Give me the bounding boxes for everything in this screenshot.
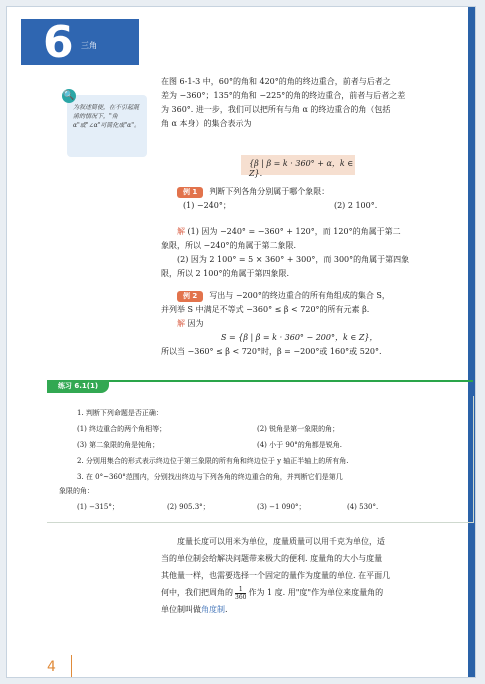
exercise-q1-item: (2) 锐角是第一象限的角； (257, 425, 340, 433)
example-1 (177, 185, 467, 213)
solution-label: 解 (177, 227, 185, 236)
page-edge-bar (468, 7, 475, 677)
exercise-q3-item: (4) 530°. (347, 503, 379, 511)
one-over-360-fraction (235, 586, 246, 601)
solution-line: 象限，所以 −240°的角属于第二象限. (161, 241, 297, 250)
exercise-q3-item: (3) −1 090°； (257, 503, 306, 511)
page-number-rule (71, 655, 72, 678)
chapter-number: 6 (43, 17, 74, 68)
chapter-title: 三角 (81, 41, 97, 50)
example-1-prompt: 判断下列各角分别属于哪个象限： (209, 187, 330, 196)
intro-paragraph (161, 75, 461, 131)
closing-line: 何中，我们把周角的 (161, 588, 233, 597)
exercise-q3-cont: 象限的角： (59, 487, 94, 495)
magnify-icon: 🔍 (63, 91, 75, 101)
exercise-q1-item: (1) 终边重合的两个角相等； (77, 425, 167, 433)
example-1-label: 例 1 (177, 187, 203, 198)
example-2 (161, 289, 467, 359)
exercise-q1-item: (3) 第二象限的角是钝角； (77, 441, 160, 449)
solution-line: (1) 因为 −240° = −360° + 120°，而 120°的角属于第二 (187, 227, 401, 236)
side-note-text: 为叙述简便，在不引起混淆的情况下，"角α"或"∠α"可简化成"α"。 (73, 104, 140, 129)
fraction-denominator: 360 (235, 593, 247, 601)
intro-line: 角 α 本身）的集合表示为 (161, 119, 252, 128)
solution-line: 所以当 −360° ≤ β < 720°时，β = −200°或 160°或 520°. (161, 347, 382, 356)
intro-line: 差为 −360°；135°的角和 −225°的角的终边重合，前者与后者之差 (161, 91, 406, 100)
closing-line: 作为 1 度. 用"度"作为单位来度量角的 (248, 588, 384, 597)
key-term: 角度制 (201, 605, 225, 614)
exercise-q3-item: (1) −315°； (77, 503, 119, 511)
example-1-item: (1) −240°； (183, 201, 231, 210)
example-1-item: (2) 2 100°. (333, 201, 378, 210)
fraction-numerator: 1 (235, 586, 246, 594)
closing-line: 其他量一样，也需要选择一个固定的量作为度量的单位. 在平面几 (161, 571, 391, 580)
exercise-q1-item: (4) 小于 90°的角都是锐角. (257, 441, 342, 449)
solution-line: (2) 因为 2 100° = 5 × 360° + 300°，而 300°的角属于第四象 (177, 255, 410, 264)
exercise-q3: 3. 在 0°~360°范围内，分别找出终边与下列各角的终边重合的角，并判断它们是第几 (77, 473, 343, 481)
exercise-box (47, 396, 474, 523)
textbook-page (6, 6, 476, 678)
exercise-q1: 1. 判断下列命题是否正确： (77, 409, 163, 417)
closing-line-end: . (225, 605, 228, 614)
solution-line: 限，所以 2 100°的角属于第四象限. (161, 269, 289, 278)
solution-label: 解 (177, 319, 185, 328)
example-2-prompt: 写出与 −200°的终边重合的所有角组成的集合 S， (209, 291, 390, 300)
page-number: 4 (47, 659, 56, 675)
closing-paragraph (161, 533, 467, 618)
example-2-label: 例 2 (177, 291, 203, 302)
intro-line: 为 360°. 进一步，我们可以把所有与角 α 的终边重合的角（包括 (161, 105, 391, 114)
example-1-solution (161, 225, 467, 281)
closing-line: 度量长度可以用米为单位，度量质量可以用千克为单位，适 (177, 537, 385, 546)
side-note (63, 91, 147, 157)
exercise-q2: 2. 分别用集合的形式表示终边位于第三象限的所有角和终边位于 y 轴正半轴上的所有角. (77, 457, 349, 465)
exercise-header (47, 380, 473, 396)
exercise-q3-item: (2) 905.3°； (167, 503, 210, 511)
closing-line: 单位制叫做 (161, 605, 201, 614)
example-2-prompt-cont: 并列举 S 中满足不等式 −360° ≤ β < 720°的所有元素 β. (161, 305, 370, 314)
chapter-header (21, 17, 139, 68)
set-formula: {β | β = k · 360° + α，k ∈ Z}. (249, 159, 354, 178)
solution-line: S = {β | β = k · 360° − 200°，k ∈ Z}， (221, 333, 378, 342)
solution-line: 因为 (187, 319, 204, 328)
intro-line: 在图 6-1-3 中，60°的角和 420°的角的终边重合，前者与后者之 (161, 77, 391, 86)
closing-line: 当的单位制会给解决问题带来极大的便利. 度量角的大小与度量 (161, 554, 383, 563)
exercise-label: 练习 6.1(1) (47, 380, 109, 393)
formula-box (241, 155, 355, 178)
